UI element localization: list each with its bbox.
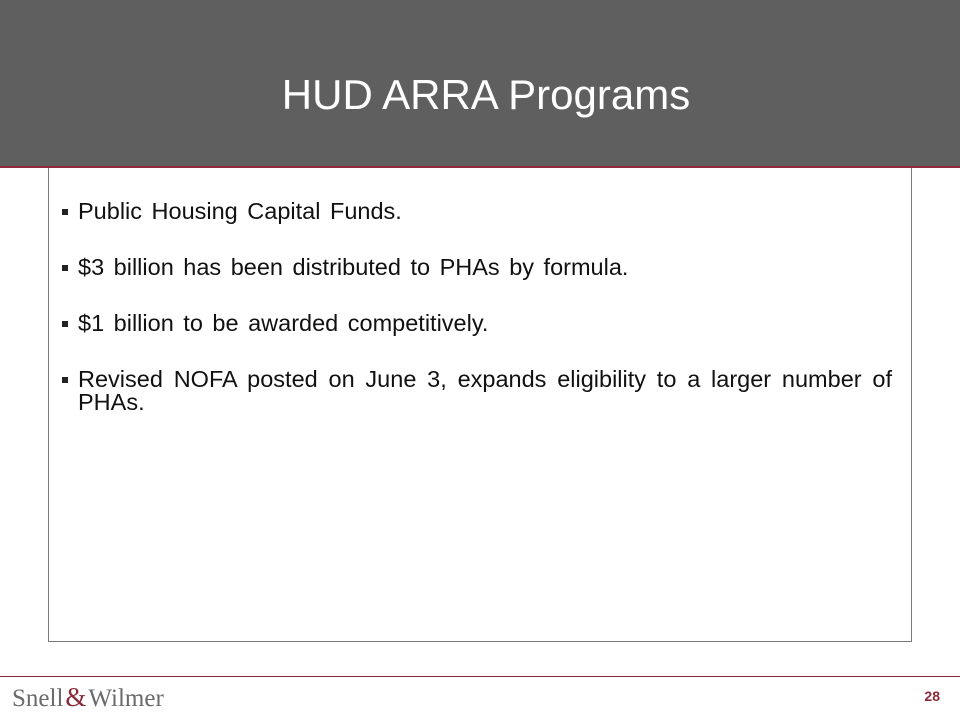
square-bullet-icon xyxy=(62,209,68,215)
bullet-text: Public Housing Capital Funds. xyxy=(78,198,402,224)
slide-title: HUD ARRA Programs xyxy=(281,71,691,118)
bullet-text: Revised NOFA posted on June 3, expands eligibility to a larger number of PHAs. xyxy=(78,366,892,415)
bullet-text: $3 billion has been distributed to PHAs by formula. xyxy=(78,254,629,280)
bullet-item xyxy=(62,256,892,279)
page-number: 28 xyxy=(924,688,940,704)
title-bar xyxy=(0,0,960,166)
bullet-item xyxy=(62,312,892,335)
logo-word-right: Wilmer xyxy=(88,685,164,712)
logo-ampersand: & xyxy=(65,682,87,712)
company-logo xyxy=(12,682,164,712)
square-bullet-icon xyxy=(62,265,68,271)
footer-divider xyxy=(0,676,960,677)
square-bullet-icon xyxy=(62,321,68,327)
square-bullet-icon xyxy=(62,377,68,383)
bullet-item xyxy=(62,368,892,414)
bullet-list xyxy=(62,200,892,447)
logo-word-left: Snell xyxy=(12,685,64,712)
bullet-item xyxy=(62,200,892,223)
bullet-text: $1 billion to be awarded competitively. xyxy=(78,310,489,336)
